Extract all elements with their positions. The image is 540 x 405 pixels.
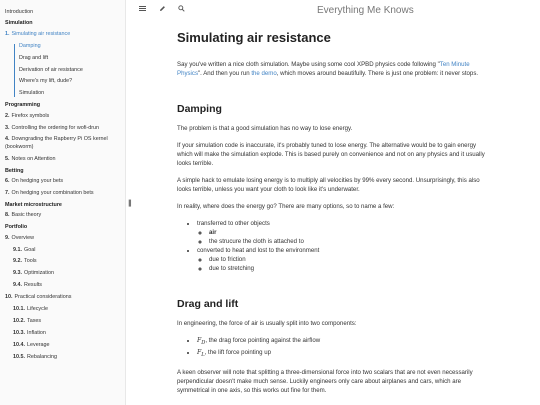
intro-text: Say you've written a nice cloth simulation. Maybe using some cool XPBD physics code following " xyxy=(177,61,440,68)
list-item-text: converted to heat and lost to the environment xyxy=(197,247,320,254)
sidebar-item-number: 9.3. xyxy=(13,270,22,277)
paragraph: In reality, where does the energy go? There are many options, so to name a few: xyxy=(177,203,395,210)
forces-list xyxy=(177,336,493,360)
sidebar-item-introduction[interactable]: Introduction xyxy=(5,9,34,15)
paragraph: If your simulation code is inaccurate, it's probably tuned to lose energy. The alternative would be to gain energy which will make the simulation explode. This is based purely on convenience and not on any physics and it usually looks terrible. xyxy=(177,142,485,167)
page-title: Simulating air resistance xyxy=(177,30,331,45)
list-item xyxy=(197,336,493,348)
sidebar-part-portfolio: Portfolio xyxy=(5,224,28,231)
list-item-text: air xyxy=(209,229,217,236)
drag-force-symbol: F xyxy=(197,337,202,344)
list-item xyxy=(209,228,493,237)
sidebar-child-simulation[interactable]: Simulation xyxy=(19,90,45,97)
lift-force-symbol: F xyxy=(197,349,202,357)
ten-minute-physics-link[interactable]: Ten Minute Physics xyxy=(177,61,470,77)
sidebar-item-notes-on-attention[interactable] xyxy=(5,157,125,162)
sidebar-item-label: Taxes xyxy=(27,317,42,324)
sidebar-item-label: Tools xyxy=(24,258,37,265)
sidebar-item-downgrading-kernel[interactable] xyxy=(5,137,125,142)
sidebar-item-lifecycle[interactable] xyxy=(5,307,125,312)
sidebar-item-practical-considerations[interactable] xyxy=(5,295,125,300)
sidebar-item-label: On hedging your combination bets xyxy=(11,190,94,196)
sidebar-item-label: Overview xyxy=(11,234,34,241)
list-item xyxy=(197,348,493,360)
sidebar-item-overview[interactable] xyxy=(5,236,125,241)
sidebar-item-number: 10. xyxy=(5,294,13,301)
sidebar-item-label: Simulating air resistance xyxy=(11,30,71,37)
sidebar-item-number: 4. xyxy=(5,136,10,143)
lift-force-subscript: L xyxy=(201,352,205,359)
sidebar-item-number: 9.2. xyxy=(13,258,22,265)
sidebar-part-betting: Betting xyxy=(5,167,24,174)
sidebar-item-number: 6. xyxy=(5,178,10,185)
sidebar-item-number: 9. xyxy=(5,234,10,241)
intro-text: , which moves around beautifully. There is just one problem: it never stops. xyxy=(276,70,479,77)
sidebar-item-leverage[interactable] xyxy=(5,343,125,348)
sidebar-item-hedging-combination-bets[interactable] xyxy=(5,191,125,196)
the-demo-link[interactable]: the demo xyxy=(251,70,277,77)
sidebar-resize-handle[interactable]: ❚ xyxy=(127,200,133,207)
search-icon[interactable] xyxy=(178,5,185,14)
sidebar-item-hedging-bets[interactable] xyxy=(5,179,125,184)
sidebar-item-tools[interactable] xyxy=(5,259,125,264)
sidebar-item-number: 8. xyxy=(5,212,10,219)
sidebar-item-label: Results xyxy=(24,282,42,289)
sidebar-part-simulation: Simulation xyxy=(5,20,33,27)
list-item: ◦ the strucure the cloth is attached to xyxy=(209,237,493,246)
sidebar-part-programming: Programming xyxy=(5,102,41,109)
sub-list xyxy=(197,255,493,273)
sidebar-item-label: Rebalancing xyxy=(27,353,57,360)
sidebar-item-label: Controlling the ordering for wofi-drun xyxy=(11,124,99,131)
energy-list xyxy=(177,219,493,273)
sidebar-item-label: Inflation xyxy=(27,329,46,336)
sidebar-item-number: 9.4. xyxy=(13,282,22,289)
sidebar-item-label: Firefox symbols xyxy=(11,112,50,119)
sidebar-item-goal[interactable] xyxy=(5,248,125,253)
section-heading-drag-and-lift[interactable]: Drag and lift xyxy=(177,298,239,310)
list-item xyxy=(197,219,493,246)
sidebar-item-label: Basic theory xyxy=(11,212,42,219)
sidebar-item-optimization[interactable] xyxy=(5,271,125,276)
paragraph: A keen observer will note that splitting a three-dimensional force into two scalars that are not even necessarily perpendicular doesn't make much sense. Luckily engineers only care about airplanes and cars, which are symmetrical in one axis, so this works out fine for them. xyxy=(177,369,473,395)
sidebar-item-number: 10.3. xyxy=(13,329,25,336)
sidebar-child-drag-and-lift[interactable]: Drag and lift xyxy=(19,54,49,61)
paragraph: In engineering, the force of air is usually split into two components: xyxy=(177,320,357,327)
hamburger-icon[interactable] xyxy=(139,5,146,14)
list-item: ◦ due to friction xyxy=(209,255,493,264)
sidebar-item-label: Practical considerations xyxy=(14,294,72,301)
menu-bar xyxy=(127,0,540,20)
sidebar-item-label: Notes on Attention xyxy=(11,155,56,162)
sidebar-item-label: (bookworm) xyxy=(5,143,34,150)
sidebar-item-number: 5. xyxy=(5,155,10,162)
list-item-text: , the drag force pointing against the airflow xyxy=(205,337,321,344)
sidebar-subsection-list xyxy=(14,44,125,97)
sidebar-child-derivation[interactable]: Derivation of air resistance xyxy=(19,66,83,73)
sidebar-child-wheres-my-lift[interactable]: Where's my lift, dude? xyxy=(19,78,73,85)
list-item-text: , the lift force pointing up xyxy=(204,349,272,357)
sidebar-item-number: 7. xyxy=(5,190,10,196)
list-item-text: transferred to other objects xyxy=(197,220,270,227)
sidebar-item-number: 10.2. xyxy=(13,317,25,324)
sidebar-item-label: Optimization xyxy=(24,270,54,277)
main-content xyxy=(177,30,493,403)
sidebar-item-number: 10.4. xyxy=(13,341,25,348)
intro-paragraph xyxy=(177,60,493,78)
sidebar-item-number: 9.1. xyxy=(13,246,22,253)
sidebar-item-label: Downgrading the Rapberry Pi OS kernel xyxy=(11,136,108,143)
sidebar-item-wofi-drun[interactable] xyxy=(5,126,125,131)
sidebar-item-firefox-symbols[interactable] xyxy=(5,114,125,119)
sidebar-item-number: 10.5. xyxy=(13,353,25,360)
section-heading-damping[interactable]: Damping xyxy=(177,103,222,115)
sidebar-item-simulating-air-resistance[interactable] xyxy=(5,32,125,37)
sidebar-item-number: 10.1. xyxy=(13,306,25,313)
list-item xyxy=(197,246,493,273)
paragraph: A simple hack to emulate losing energy is to multiply all velocities by 99% every second. Unsurprisingly, this also looks terrible, unless you want your cloth to look like it's underwater. xyxy=(177,177,480,193)
sidebar-item-label: Goal xyxy=(24,246,36,253)
drag-force-subscript: D xyxy=(201,340,206,347)
sidebar-item-inflation[interactable] xyxy=(5,331,125,336)
book-title: Everything Me Knows xyxy=(317,5,414,16)
sidebar-item-rebalancing[interactable] xyxy=(5,355,125,360)
sidebar-item-number: 2. xyxy=(5,112,10,119)
paragraph: The problem is that a good simulation has no way to lose energy. xyxy=(177,125,353,132)
sidebar-item-number: 1. xyxy=(5,30,10,37)
sidebar-item-results[interactable] xyxy=(5,283,125,288)
pencil-icon[interactable] xyxy=(159,5,166,14)
sidebar-item-taxes[interactable] xyxy=(5,319,125,324)
sidebar-item-downgrading-kernel-cont[interactable] xyxy=(5,145,125,150)
sidebar xyxy=(0,0,126,405)
sidebar-child-damping[interactable]: Damping xyxy=(19,42,41,49)
sub-list xyxy=(197,228,493,246)
sidebar-item-label: On hedging your bets xyxy=(11,178,64,185)
list-item: ◦ due to stretching xyxy=(209,264,493,273)
sidebar-item-label: Leverage xyxy=(27,341,50,348)
sidebar-part-market-microstructure: Market microstructure xyxy=(5,201,62,208)
sidebar-item-label: Lifecycle xyxy=(27,306,48,313)
intro-text: ". And then you run xyxy=(198,70,252,77)
sidebar-item-basic-theory[interactable] xyxy=(5,213,125,218)
sidebar-item-number: 3. xyxy=(5,124,10,131)
